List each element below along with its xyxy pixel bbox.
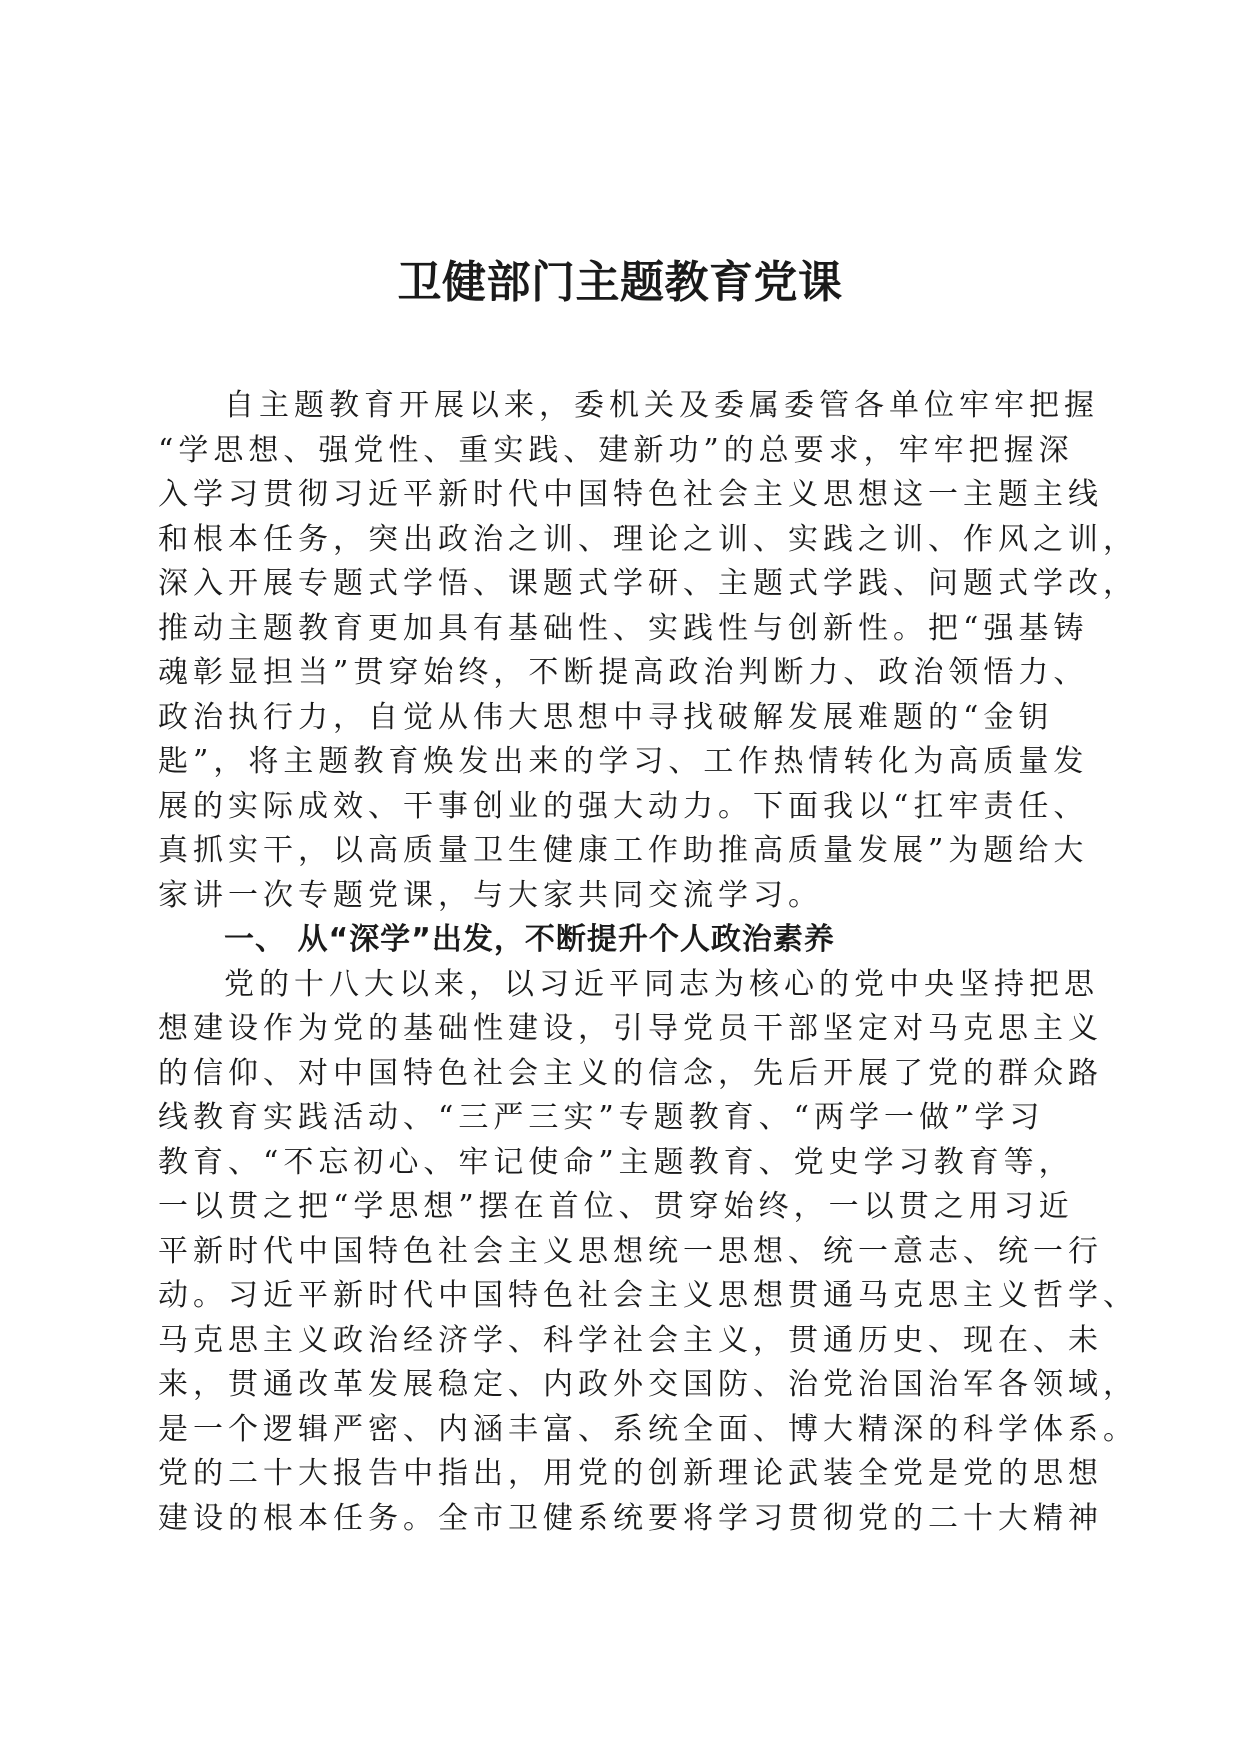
document-title: 卫健部门主题教育党课 [397, 257, 843, 308]
body-line: 想建设作为党的基础性建设，引导党员干部坚定对马克思主义 [158, 1011, 1103, 1046]
body-line: 动。习近平新时代中国特色社会主义思想贯通马克思主义哲学、 [158, 1278, 1138, 1313]
body-line: 匙”，将主题教育焕发出来的学习、工作热情转化为高质量发 [158, 744, 1089, 779]
body-line: 推动主题教育更加具有基础性、实践性与创新性。把“强基铸 [158, 610, 1089, 646]
body-line: 自主题教育开展以来，委机关及委属委管各单位牢牢把握 [224, 388, 1099, 423]
body-line: 平新时代中国特色社会主义思想统一思想、统一意志、统一行 [158, 1233, 1103, 1269]
body-line: 来，贯通改革发展稳定、内政外交国防、治党治国治军各领域， [158, 1367, 1138, 1402]
body-line: 是一个逻辑严密、内涵丰富、系统全面、博大精深的科学体系。 [158, 1411, 1138, 1447]
body-line: 政治执行力，自觉从伟大思想中寻找破解发展难题的“金钥 [158, 699, 1054, 735]
body-line: 魂彰显担当”贯穿始终，不断提高政治判断力、政治领悟力、 [158, 655, 1089, 690]
body-line: 展的实际成效、干事创业的强大动力。下面我以“扛牢责任、 [158, 788, 1089, 824]
body-line: 的信仰、对中国特色社会主义的信念，先后开展了党的群众路 [158, 1055, 1103, 1091]
body-line: 一以贯之把“学思想”摆在首位、贯穿始终，一以贯之用习近 [158, 1189, 1074, 1224]
body-line: 线教育实践活动、“三严三实”专题教育、“两学一做”学习 [158, 1100, 1045, 1135]
section-heading: 一、 从“深学”出发，不断提升个人政治素养 [224, 922, 835, 957]
body-line: 党的十八大以来，以习近平同志为核心的党中央坚持把思 [224, 966, 1099, 1002]
body-line: “学思想、强党性、重实践、建新功”的总要求，牢牢把握深 [158, 432, 1074, 468]
body-line: 教育、“不忘初心、牢记使命”主题教育、党史学习教育等， [158, 1144, 1074, 1180]
body-line: 党的二十大报告中指出，用党的创新理论武装全党是党的思想 [158, 1456, 1103, 1491]
body-line: 建设的根本任务。全市卫健系统要将学习贯彻党的二十大精神 [158, 1500, 1103, 1536]
body-line: 马克思主义政治经济学、科学社会主义，贯通历史、现在、未 [158, 1322, 1103, 1358]
body-line: 家讲一次专题党课，与大家共同交流学习。 [158, 877, 823, 913]
document-body [158, 384, 1138, 1541]
body-line: 和根本任务，突出政治之训、理论之训、实践之训、作风之训， [158, 521, 1138, 557]
body-line: 入学习贯彻习近平新时代中国特色社会主义思想这一主题主线 [158, 477, 1103, 512]
body-line: 深入开展专题式学悟、课题式学研、主题式学践、问题式学改， [158, 566, 1138, 601]
body-line: 真抓实干，以高质量卫生健康工作助推高质量发展”为题给大 [158, 833, 1089, 868]
